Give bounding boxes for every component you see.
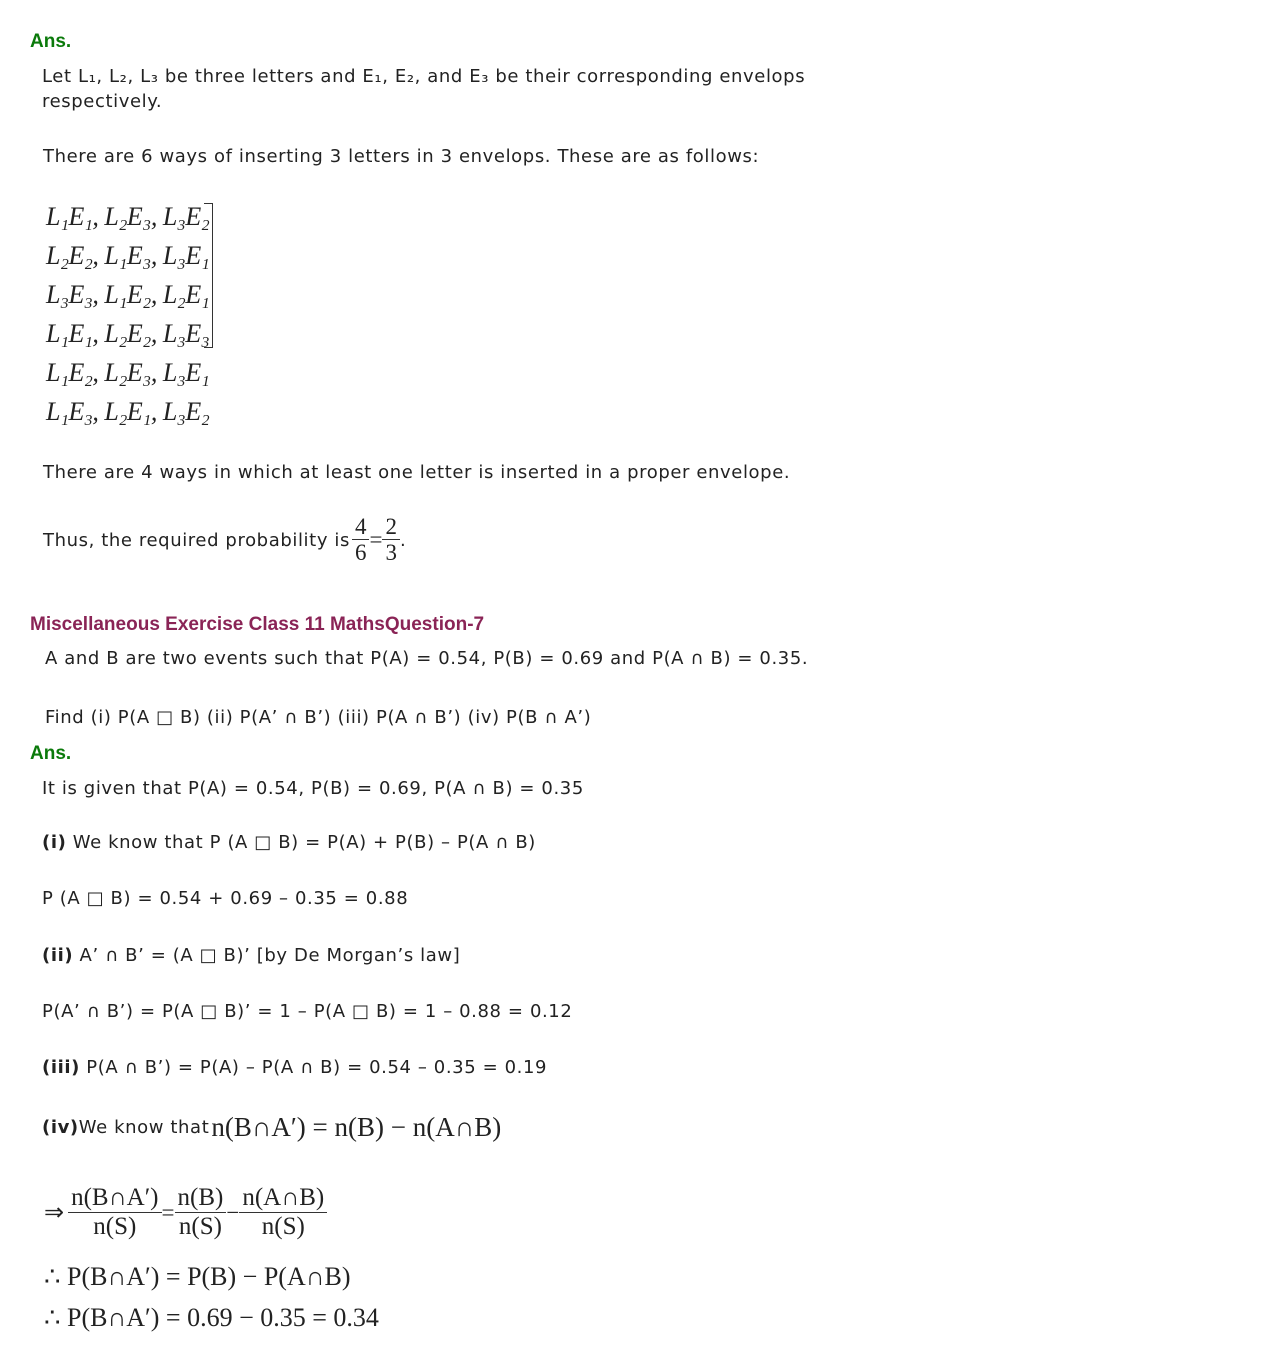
fraction-4-6 — [352, 514, 370, 567]
four-ways-line: There are 4 ways in which at least one letter is inserted in a proper envelope. — [43, 462, 791, 483]
equals-sign: = — [161, 1199, 175, 1225]
part-i-calc: P (A □ B) = 0.54 + 0.69 – 0.35 = 0.88 — [42, 888, 409, 909]
arrangement-3: L₃E₃, L₁E₂, L₂E₁ — [46, 280, 210, 309]
fraction-denominator: n(S) — [93, 1212, 137, 1240]
part-iii — [42, 1057, 547, 1078]
fraction-n-b-a — [68, 1184, 161, 1241]
intro-line-1: Let L₁, L₂, L₃ be three letters and E₁, E₂, and E₃ be their corresponding envelops — [42, 66, 806, 87]
part-iv — [42, 1112, 501, 1143]
part-label: (ii) — [42, 945, 74, 966]
fraction-denominator: 3 — [385, 540, 397, 566]
part-text: We know that — [78, 1117, 210, 1138]
part-ii — [42, 945, 460, 966]
question-heading: Miscellaneous Exercise Class 11 MathsQuestion-7 — [30, 614, 485, 635]
fraction-n-b — [175, 1184, 227, 1241]
part-text: A’ ∩ B’ = (A □ B)’ [by De Morgan’s law] — [73, 945, 461, 966]
part-text: P(A ∩ B’) = P(A) – P(A ∩ B) = 0.54 – 0.35 = 0.19 — [79, 1057, 548, 1078]
implies-line — [44, 1184, 327, 1241]
minus-sign: − — [226, 1199, 240, 1225]
fraction-numerator: n(B) — [175, 1184, 227, 1213]
iv-formula: n(B∩A′) = n(B) − n(A∩B) — [211, 1112, 502, 1142]
fraction-numerator: 4 — [352, 514, 370, 540]
part-label: (iv) — [42, 1117, 79, 1138]
part-i — [42, 832, 536, 853]
fraction-numerator: n(A∩B) — [239, 1184, 327, 1213]
question-find: Find (i) P(A □ B) (ii) P(A’ ∩ B’) (iii) P(A ∩ B’) (iv) P(B ∩ A’) — [45, 707, 592, 728]
probability-prefix: Thus, the required probability is — [43, 529, 350, 551]
fraction-denominator: n(S) — [261, 1212, 305, 1240]
question-statement: A and B are two events such that P(A) = 0.54, P(B) = 0.69 and P(A ∩ B) = 0.35. — [45, 648, 809, 669]
arrangement-5: L₁E₂, L₂E₃, L₃E₁ — [46, 358, 210, 387]
implies-arrow: ⇒ — [44, 1200, 65, 1227]
arrangement-1: L₁E₁, L₂E₃, L₃E₂ — [46, 202, 210, 231]
equals-sign: = — [369, 527, 383, 553]
part-label: (i) — [42, 832, 67, 853]
answer-label: Ans. — [30, 31, 72, 52]
intro-line-2: respectively. — [42, 91, 163, 112]
part-ii-calc: P(A’ ∩ B’) = P(A □ B)’ = 1 – P(A □ B) = 1 – 0.88 = 0.12 — [42, 1001, 573, 1022]
period: . — [399, 529, 407, 551]
part-label: (iii) — [42, 1057, 80, 1078]
ways-line: There are 6 ways of inserting 3 letters in 3 envelops. These are as follows: — [43, 146, 760, 167]
therefore-line-2: ∴ P(B∩A′) = 0.69 − 0.35 = 0.34 — [44, 1303, 379, 1332]
therefore-line-1: ∴ P(B∩A′) = P(B) − P(A∩B) — [44, 1262, 351, 1291]
answer-label: Ans. — [30, 743, 72, 764]
fraction-n-a-b — [239, 1184, 327, 1241]
arrangement-6: L₁E₃, L₂E₁, L₃E₂ — [46, 397, 210, 426]
arrangement-2: L₂E₂, L₁E₃, L₃E₁ — [46, 241, 210, 270]
given-line: It is given that P(A) = 0.54, P(B) = 0.69, P(A ∩ B) = 0.35 — [42, 778, 584, 799]
fraction-denominator: n(S) — [178, 1212, 222, 1240]
fraction-denominator: 6 — [354, 540, 367, 566]
probability-line — [43, 514, 406, 567]
fraction-2-3 — [382, 514, 400, 567]
grouping-bracket — [204, 203, 213, 348]
fraction-numerator: n(B∩A′) — [68, 1184, 161, 1213]
part-text: We know that P (A □ B) = P(A) + P(B) – P(A ∩ B) — [66, 832, 536, 853]
fraction-numerator: 2 — [382, 514, 400, 540]
arrangement-4: L₁E₁, L₂E₂, L₃E₃ — [46, 319, 210, 348]
